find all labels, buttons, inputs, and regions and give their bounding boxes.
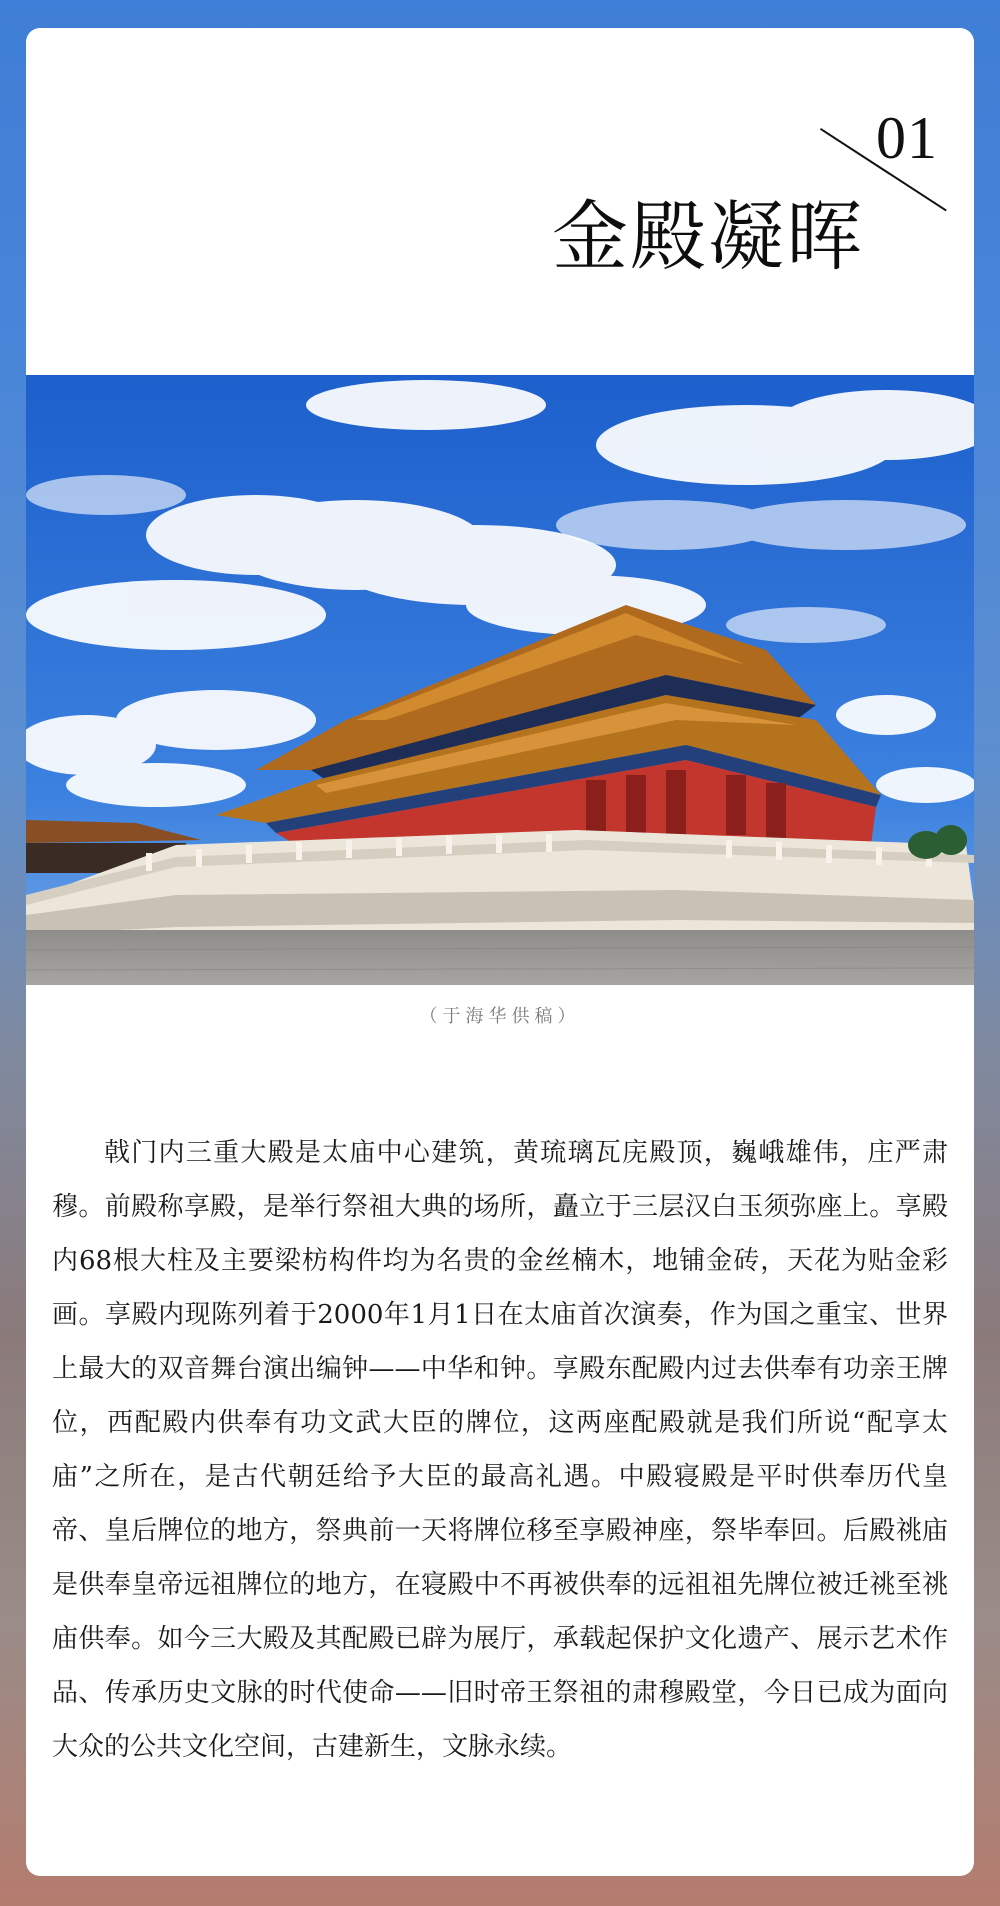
article-paragraph: 戟门内三重大殿是太庙中心建筑，黄琉璃瓦庑殿顶，巍峨雄伟，庄严肃穆。前殿称享殿，是举行祭祖大典的场所，矗立于三层汉白玉须弥座上。享殿内68根大柱及主要梁枋构件均为名贵的金丝楠木，地铺金砖，天花为贴金彩画。享殿内现陈列着于2000年1月1日在太庙首次演奏，作为国之重宝、世界上最大的双音舞台演出编钟——中华和钟。享殿东配殿内过去供奉有功亲王牌位，西配殿内供奉有功文武大臣的牌位，这两座配殿就是我们所说“配享太庙”之所在，是古代朝廷给予大臣的最高礼遇。中殿寝殿是平时供奉历代皇帝、皇后牌位的地方，祭典前一天将牌位移至享殿神座，祭毕奉回。后殿祧庙是供奉皇帝远祖牌位的地方，在寝殿中不再被供奉的远祖祖先牌位被迁祧至祧庙供奉。如今三大殿及其配殿已辟为展厅，承载起保护文化遗产、展示艺术作品、传承历史文脉的时代使命——旧时帝王祭祖的肃穆殿堂，今日已成为面向大众的公共文化空间，古建新生，文脉永续。	[52, 1138, 948, 1762]
temple-hall-photo	[26, 375, 974, 985]
section-title: 金殿凝晖	[552, 192, 864, 281]
section-number: 01	[876, 105, 938, 171]
article-card	[26, 28, 974, 1876]
photo-caption: （于海华供稿）	[419, 1006, 581, 1027]
